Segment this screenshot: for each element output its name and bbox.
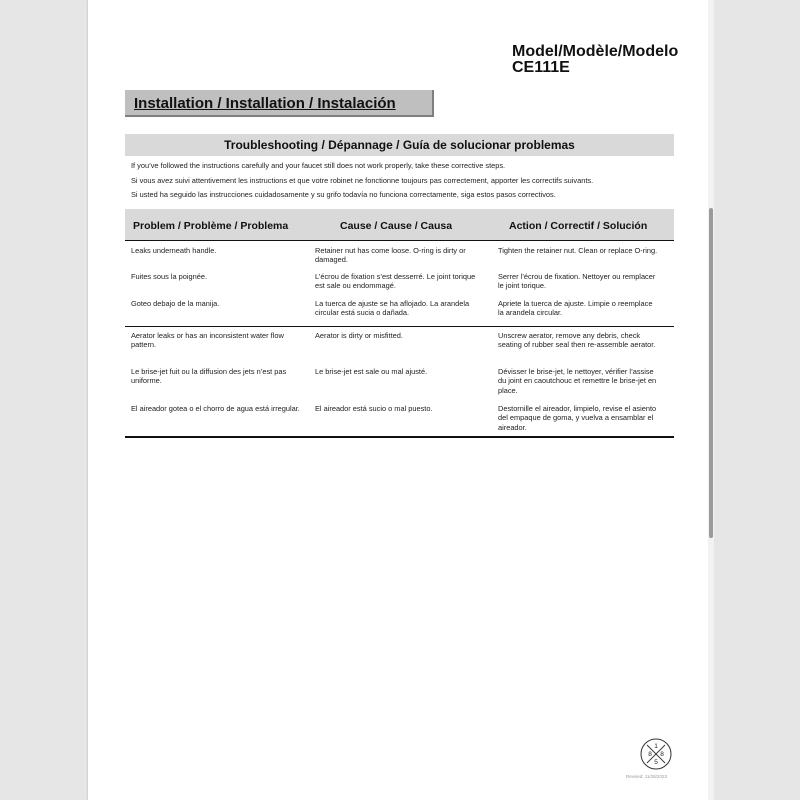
table-cell: Aerator is dirty or misfitted. [315,331,403,340]
troubleshooting-bar [125,134,674,156]
table-cell: El aireador gotea o el chorro de agua está irregular. [131,404,300,413]
model-label: Model/Modèle/Modelo [512,43,679,60]
vertical-scrollbar[interactable] [708,0,714,800]
table-cell: El aireador está sucio o mal puesto. [315,404,433,413]
troubleshooting-title: Troubleshooting / Dépannage / Guía de solucionar problemas [224,138,575,152]
table-cell: Unscrew aerator, remove any debris, check seating of rubber seal then re-assemble aerator. [498,331,656,350]
table-cell: Tighten the retainer nut. Clean or replace O-ring. [498,246,658,255]
table-cell: Leaks underneath handle. [131,246,217,255]
document-page [88,0,708,800]
header-problem: Problem / Problème / Problema [133,220,289,232]
intro-line-es: Si usted ha seguido las instrucciones cuidadosamente y su grifo todavía no funciona correctamente, siga estos pasos correctivos. [131,190,556,199]
table-bottom-rule [125,436,674,438]
header-rule [125,240,674,241]
table-cell: Le brise-jet est sale ou mal ajusté. [315,367,428,376]
table-cell: L’écrou de fixation s’est desserré. Le joint torique est sale ou endommagé. [315,272,476,291]
table-cell: Serrer l’écrou de fixation. Nettoyer ou remplacer le joint torique. [498,272,656,291]
table-cell: Retainer nut has come loose. O-ring is dirty or damaged. [315,246,466,265]
table-cell: Destornille el aireador, limpielo, revise el asiento del empaque de goma, y vuelva a ensamblar el aireador. [498,404,657,432]
group-divider [125,326,674,327]
logo-digit: 8 [660,751,664,758]
table-cell: Goteo debajo de la manija. [131,299,220,308]
section-title: Installation / Installation / Instalación [134,95,396,112]
intro-line-fr: Si vous avez suivi attentivement les instructions et que votre robinet ne fonctionne toujours pas correctement, apporter les correctifs suivants. [131,176,594,185]
header-cause: Cause / Cause / Causa [340,220,453,232]
table-cell: Aerator leaks or has an inconsistent water flow pattern. [131,331,284,350]
header-action: Action / Correctif / Solución [509,220,648,232]
logo-digit: 8 [648,751,652,758]
table-cell: Le brise-jet fuit ou la diffusion des jets n’est pas uniforme. [131,367,287,386]
table-cell: La tuerca de ajuste se ha aflojado. La arandela circular está sucia o dañada. [315,299,470,318]
scrollbar-thumb[interactable] [709,208,713,538]
model-heading [512,44,678,76]
logo-digit: 1 [654,743,658,750]
logo-digit: 5 [654,759,658,766]
revision-date: Revised: 11/28/2023 [626,774,667,779]
section-title-box [125,90,434,117]
table-cell: Apriete la tuerca de ajuste. Limpie o reemplace la arandela circular. [498,299,653,318]
table-cell: Dévisser le brise-jet, le nettoyer, vérifier l’assise du joint en caoutchouc et remettre le brise-jet en place. [498,367,657,395]
intro-line-en: If you’ve followed the instructions carefully and your faucet still does not work properly, take these corrective steps. [131,161,506,170]
table-cell: Fuites sous la poignée. [131,272,208,281]
brand-logo-icon [640,738,672,770]
model-number: CE111E [512,59,570,76]
